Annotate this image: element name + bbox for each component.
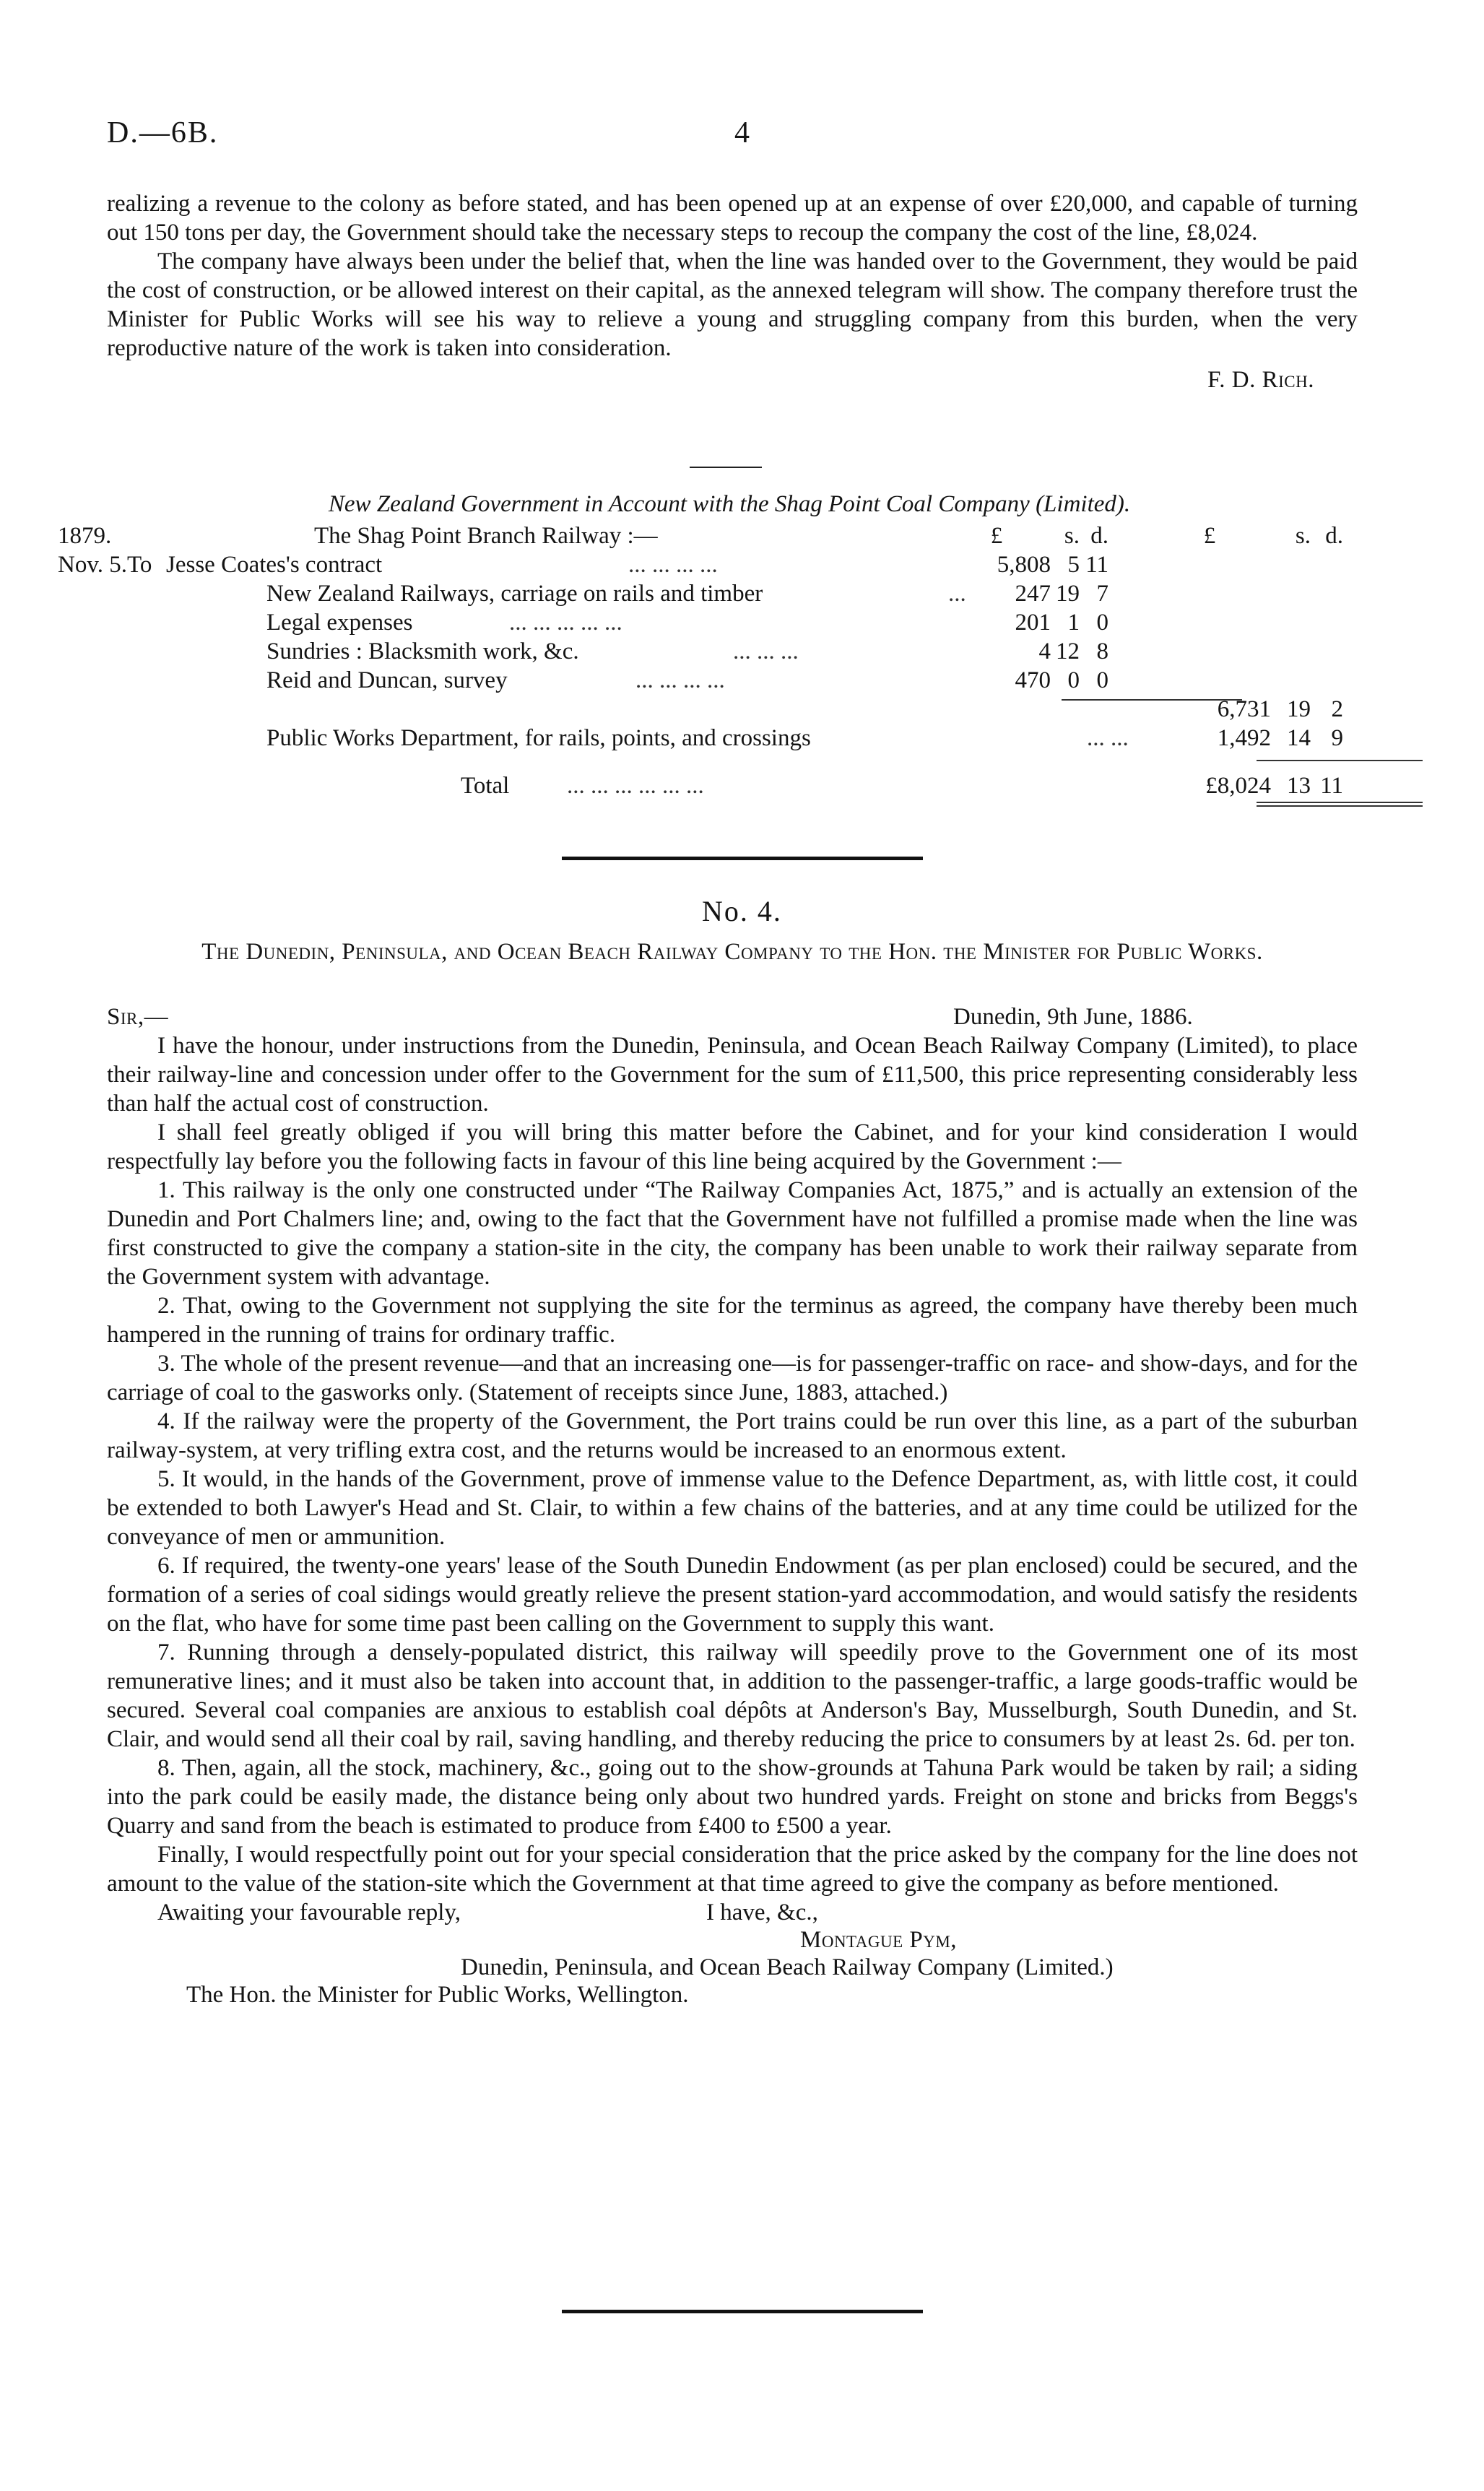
item-description: New Zealand Railways, carriage on rails and timber: [266, 581, 763, 607]
letter-closing: [107, 1898, 1358, 2008]
page-number: 4: [734, 116, 750, 150]
letter-number: No. 4.: [702, 895, 782, 927]
item-description: Reid and Duncan, survey: [266, 667, 508, 693]
letter-paragraph: I have the honour, under instructions from the Dunedin, Peninsula, and Ocean Beach Railway Company (Limited), to place their railway-line and concession under offer to the Government for the sum of £11,500, this price representing considerably less than half the actual cost of construction.: [107, 1033, 1358, 1117]
place-date: Dunedin, 9th June, 1886.: [953, 1004, 1193, 1030]
letter-paragraph: 2. That, owing to the Government not supplying the site for the terminus as agreed, the company have thereby been much hampered in the running of trains for ordinary traffic.: [107, 1293, 1358, 1348]
item-description: Public Works Department, for rails, points, and crossings: [266, 725, 811, 751]
account-title: New Zealand Government in Account with the Shag Point Coal Company (Limited).: [328, 491, 1131, 517]
item-description: Sundries : Blacksmith work, &c.: [266, 638, 579, 664]
account-to-label: To: [127, 552, 152, 578]
page-header: [107, 116, 1377, 159]
item-shillings: 12: [1056, 638, 1080, 664]
letter-paragraph: 1. This railway is the only one constructed under “The Railway Companies Act, 1875,” and is actually an extension of the Dunedin and Port Chalmers line; and, owing to the fact that the Government have not fulfilled a promise made when the line was first constructed to give the company a station-site in the city, the company has been unable to work their railway separate from the Government system with advantage.: [107, 1177, 1358, 1290]
total-pence: 11: [1320, 773, 1343, 799]
subtotal-pounds: 6,731: [1217, 696, 1271, 722]
total-pounds: £8,024: [1205, 773, 1271, 799]
account-item-row: [58, 667, 1401, 696]
closing-have: I have, &c.,: [706, 1899, 818, 1925]
account-item-row: [58, 638, 1401, 667]
signer-line: [107, 1925, 1358, 1953]
item-pence: 8: [1096, 638, 1108, 664]
total-spacer: [58, 754, 1401, 773]
total-rule-top: [1257, 760, 1423, 761]
account-item-row: [58, 581, 1401, 610]
letter-paragraph: Finally, I would respectfully point out for your special consideration that the price asked by the company for the line does not amount to the value of the station-site which the Government at that time agreed to give the company as before mentioned.: [107, 1842, 1358, 1897]
item-pence: 0: [1096, 610, 1108, 636]
account-heading-row: [58, 523, 1401, 552]
account-public-works-row: [58, 725, 1401, 754]
item-pounds: 5,808: [997, 552, 1051, 578]
currency-header: d.: [1325, 523, 1343, 549]
public-works-pounds: 1,492: [1217, 725, 1271, 751]
item-shillings: 5: [1067, 552, 1080, 578]
item-pence: 0: [1096, 667, 1108, 693]
leader-dots: ... ... ... ... ... ...: [567, 773, 704, 799]
item-pounds: 4: [1038, 638, 1051, 664]
signer-organisation: Dunedin, Peninsula, and Ocean Beach Railway Company (Limited.): [461, 1954, 1114, 1980]
currency-header: s.: [1064, 523, 1080, 549]
account-heading: The Shag Point Branch Railway :—: [314, 523, 658, 549]
letter-one-paragraph: realizing a revenue to the colony as before stated, and has been opened up at an expense of over £20,000, and capable of turning out 150 tons per day, the Government should take the necessary steps to recoup the company the cost of the line, £8,024.: [107, 191, 1358, 246]
letter-paragraph: 4. If the railway were the property of the Government, the Port trains could be run over this line, as a part of the suburban railway-system, at very trifling extra cost, and the returns would be increased to an enormous extent.: [107, 1408, 1358, 1463]
section-divider: [690, 467, 762, 468]
item-shillings: 0: [1067, 667, 1080, 693]
signer-org-line: [107, 1953, 1358, 1980]
public-works-pence: 9: [1331, 725, 1343, 751]
currency-header: £: [990, 523, 1003, 549]
salutation-line: [107, 1002, 1358, 1031]
item-pounds: 201: [1015, 610, 1051, 636]
currency-header: s.: [1295, 523, 1311, 549]
closing-line: [107, 1898, 1358, 1925]
subtotal-shillings: 19: [1287, 696, 1311, 722]
section-divider-heavy: [562, 857, 923, 860]
currency-header: d.: [1090, 523, 1108, 549]
item-pounds: 470: [1015, 667, 1051, 693]
leader-dots: ... ... ... ...: [628, 552, 718, 578]
total-label: Total: [461, 773, 510, 799]
signature-rich: F. D. Rich.: [1207, 367, 1314, 393]
salutation: Sir,—: [107, 1004, 169, 1030]
total-double-rule: [1257, 805, 1423, 807]
addressee: The Hon. the Minister for Public Works, Wellington.: [186, 1982, 689, 2008]
account-year: 1879.: [58, 523, 112, 549]
leader-dots: ... ... ... ... ...: [509, 610, 622, 636]
public-works-shillings: 14: [1287, 725, 1311, 751]
letter-paragraph: 8. Then, again, all the stock, machinery, &c., going out to the show-grounds at Tahuna Park would be taken by rail; a siding into the park could be easily made, the distance being only about two hundred yards. Freight on stone and bricks from Beggs's Quarry and sand from the beach is estimated to produce from £400 to £500 a year.: [107, 1755, 1358, 1839]
account-total-row: [58, 773, 1401, 802]
total-double-rule: [1257, 802, 1423, 803]
letter-paragraph: 6. If required, the twenty-one years' lease of the South Dunedin Endowment (as per plan enclosed) could be secured, and the formation of a series of coal sidings would greatly relieve the present station-yard accommodation, and would satisfy the residents on the flat, who have for some time past been calling on the Government to supply this want.: [107, 1553, 1358, 1637]
leader-dots: ...: [948, 581, 966, 607]
item-pounds: 247: [1015, 581, 1051, 607]
subtotal-pence: 2: [1331, 696, 1343, 722]
leader-dots: ... ... ...: [733, 638, 799, 664]
letter-one: [107, 189, 1358, 394]
account-date: Nov. 5.: [58, 552, 127, 578]
item-shillings: 1: [1067, 610, 1080, 636]
account-subtotal-row: [58, 696, 1401, 725]
account-item-row: [58, 610, 1401, 638]
item-shillings: 19: [1056, 581, 1080, 607]
end-divider-heavy: [562, 2310, 923, 2313]
account-item-row: [58, 552, 1401, 581]
closing-reply: Awaiting your favourable reply,: [157, 1899, 461, 1925]
letter-title: The Dunedin, Peninsula, and Ocean Beach Railway Company to the Hon. the Minister for Public Works.: [201, 939, 1263, 965]
letter-two: [107, 1002, 1358, 2008]
total-shillings: 13: [1287, 773, 1311, 799]
addressee-line: [107, 1980, 1358, 2008]
currency-header: £: [1203, 523, 1216, 549]
document-code: D.—6B.: [107, 116, 219, 150]
item-pence: 7: [1096, 581, 1108, 607]
letter-paragraph: 7. Running through a densely-populated district, this railway will speedily prove to the Government one of its most remunerative lines; and it must also be taken into account that, in addition to the passenger-traffic, a large goods-traffic would be secured. Several coal companies are anxious to establish coal dépôts at Anderson's Bay, Musselburgh, South Dunedin, and St. Clair, and would send all their coal by rail, saving handling, and thereby reducing the price to consumers by at least 2s. 6d. per ton.: [107, 1639, 1358, 1752]
letter-one-paragraph: The company have always been under the belief that, when the line was handed over to the Government, they would be paid the cost of construction, or be allowed interest on their capital, as the annexed telegram will show. The company therefore trust the Minister for Public Works will see his way to relieve a young and struggling company from this burden, when the very reproductive nature of the work is taken into consideration.: [107, 248, 1358, 361]
item-pence: 11: [1085, 552, 1108, 578]
item-description: Legal expenses: [266, 610, 413, 636]
letter-paragraph: 5. It would, in the hands of the Government, prove of immense value to the Defence Department, as, with little cost, it could be extended to both Lawyer's Head and St. Clair, to within a few chains of the batteries, and at any time could be utilized for the conveyance of men or ammunition.: [107, 1466, 1358, 1550]
letter-paragraph: I shall feel greatly obliged if you will bring this matter before the Cabinet, and for your kind consideration I would respectfully lay before you the following facts in favour of this line being acquired by the Government :—: [107, 1119, 1358, 1174]
leader-dots: ... ...: [1087, 725, 1129, 751]
leader-dots: ... ... ... ...: [635, 667, 725, 693]
signer-name: Montague Pym,: [800, 1927, 958, 1953]
account-statement: [58, 491, 1401, 802]
letter-paragraph: 3. The whole of the present revenue—and that an increasing one—is for passenger-traffic on race- and show-days, and for the carriage of coal to the gasworks only. (Statement of receipts since June, 1883, attached.): [107, 1351, 1358, 1405]
item-description: Jesse Coates's contract: [166, 552, 383, 578]
